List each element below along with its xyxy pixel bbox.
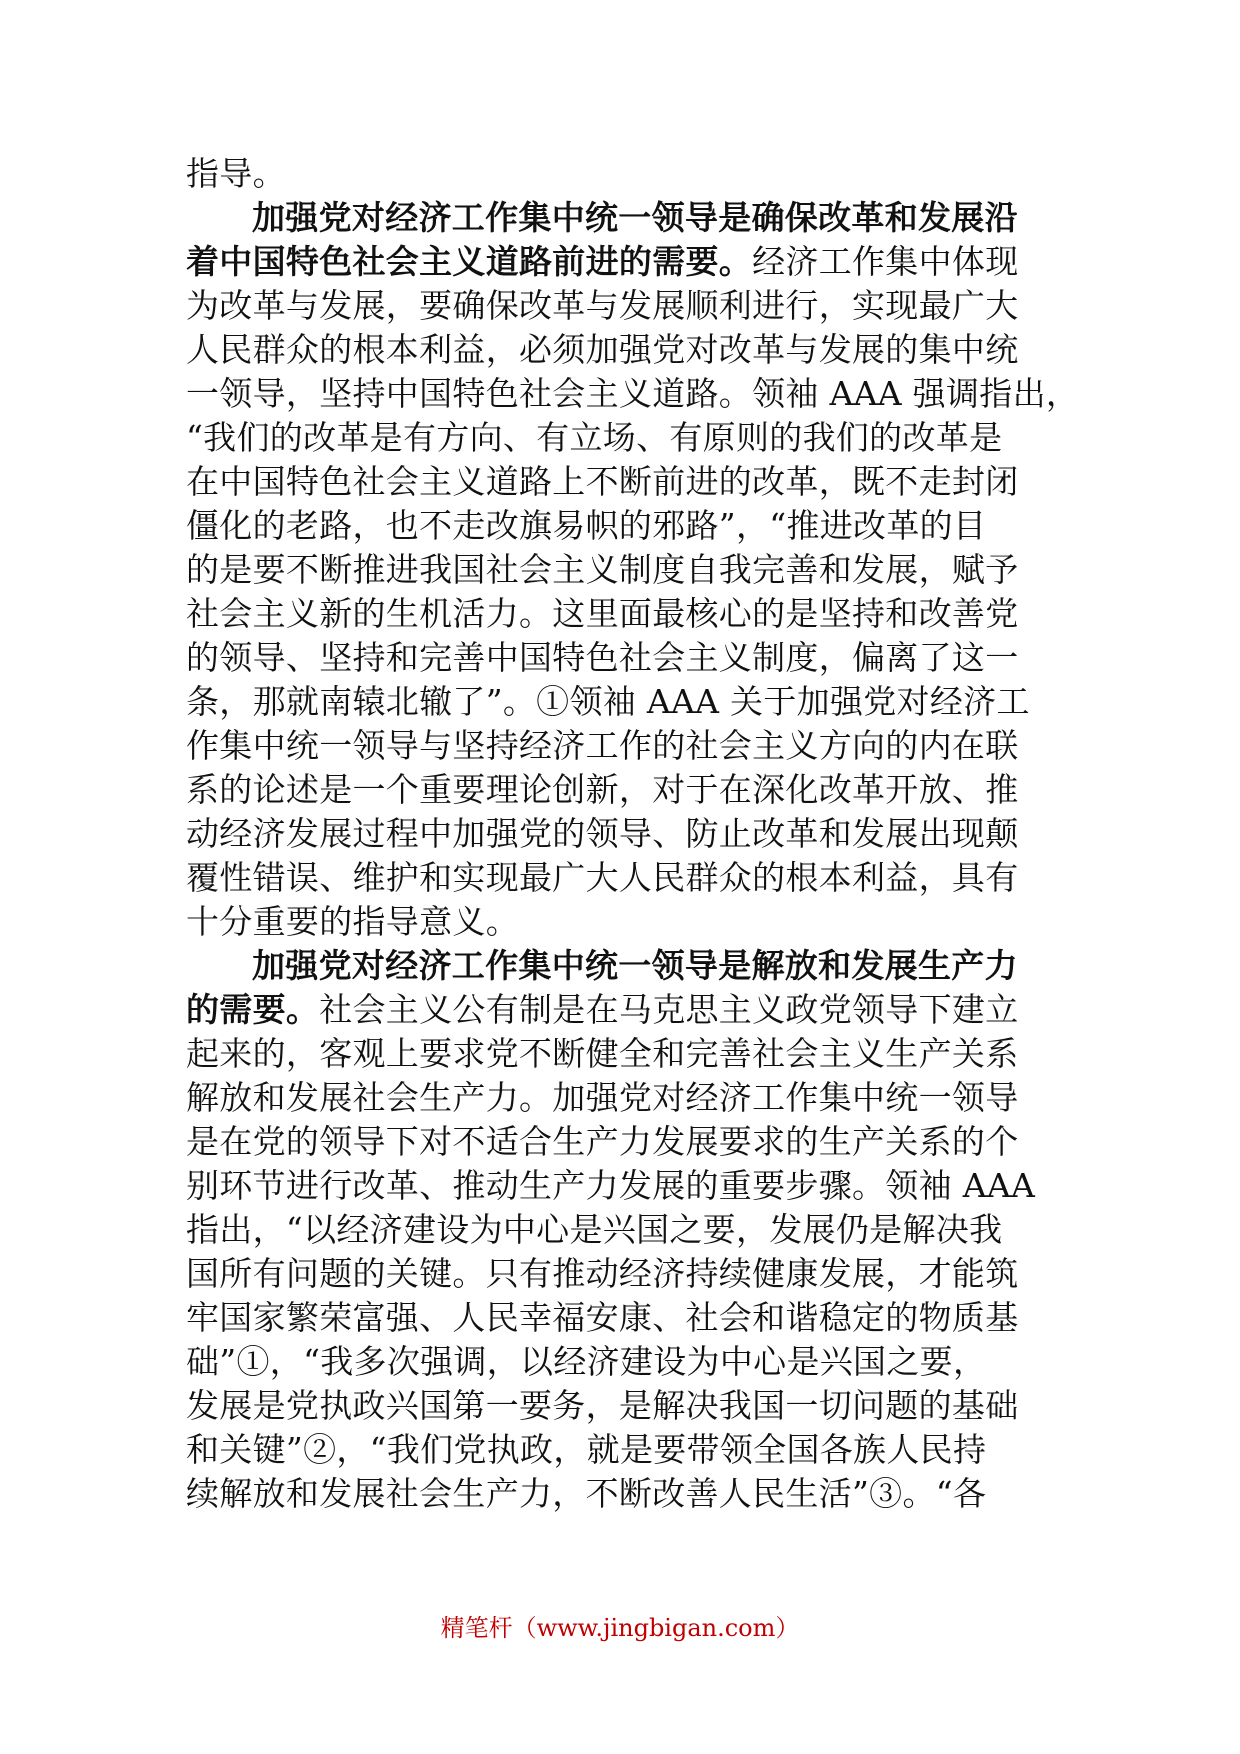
text-line [186,1384,1056,1428]
body-text: 础”①，“我多次强调，以经济建设为中心是兴国之要， [186,1342,987,1381]
text-line [186,724,1056,768]
paragraph-heading-text: 的需要。 [186,990,320,1029]
text-line [186,152,1056,196]
body-text: 牢国家繁荣富强、人民幸福安康、社会和谐稳定的物质基 [186,1298,1019,1337]
text-line [186,1120,1056,1164]
body-text: 的领导、坚持和完善中国特色社会主义制度，偏离了这一 [186,638,1019,677]
body-text: 的是要不断推进我国社会主义制度自我完善和发展，赋予 [186,550,1019,589]
text-line [186,548,1056,592]
text-line [186,592,1056,636]
body-text: 经济工作集中体现 [752,242,1019,281]
text-line [186,284,1056,328]
paragraph-heading-text: 着中国特色社会主义道路前进的需要。 [186,242,753,281]
text-line [186,504,1056,548]
body-text: 起来的，客观上要求党不断健全和完善社会主义生产关系 [186,1034,1019,1073]
text-line [186,416,1056,460]
text-line [186,1208,1056,1252]
text-line [186,900,1056,944]
text-line [186,328,1056,372]
text-line [186,636,1056,680]
paragraph-heading-text: 加强党对经济工作集中统一领导是解放和发展生产力 [252,946,1018,985]
body-text: 是在党的领导下对不适合生产力发展要求的生产关系的个 [186,1122,1019,1161]
body-text: 解放和发展社会生产力。加强党对经济工作集中统一领导 [186,1078,1019,1117]
body-text: 人民群众的根本利益，必须加强党对改革与发展的集中统 [186,330,1019,369]
text-line [186,1252,1056,1296]
text-line [186,372,1080,416]
body-text: 和关键”②，“我们党执政，就是要带领全国各族人民持 [186,1430,987,1469]
text-line [186,1296,1056,1340]
body-text: “我们的改革是有方向、有立场、有原则的我们的改革是 [186,418,1003,457]
text-line [252,196,1056,240]
body-text: 覆性错误、维护和实现最广大人民群众的根本利益，具有 [186,858,1019,897]
body-text: 指出，“以经济建设为中心是兴国之要，发展仍是解决我 [186,1210,1003,1249]
text-line [186,1472,1056,1516]
text-line [252,944,1056,988]
body-text: 在中国特色社会主义道路上不断前进的改革，既不走封闭 [186,462,1019,501]
paragraph-heading-text: 加强党对经济工作集中统一领导是确保改革和发展沿 [252,198,1018,237]
body-text: 指导。 [186,154,286,193]
body-text: 系的论述是一个重要理论创新，对于在深化改革开放、推 [186,770,1019,809]
text-line [186,988,1056,1032]
body-text: 发展是党执政兴国第一要务，是解决我国一切问题的基础 [186,1386,1019,1425]
text-line [186,856,1056,900]
text-line [186,1164,1056,1208]
text-line [186,460,1056,504]
body-text: 作集中统一领导与坚持经济工作的社会主义方向的内在联 [186,726,1019,765]
text-line [186,240,1056,284]
body-text: 续解放和发展社会生产力，不断改善人民生活”③。“各 [186,1474,987,1513]
body-text: 动经济发展过程中加强党的领导、防止改革和发展出现颠 [186,814,1019,853]
text-line [186,680,1056,724]
text-line [186,768,1056,812]
body-text: 条，那就南辕北辙了”。①领袖 AAA 关于加强党对经济工 [186,682,1030,721]
text-line [186,1076,1056,1120]
body-text: 十分重要的指导意义。 [186,902,519,941]
body-text: 国所有问题的关键。只有推动经济持续健康发展，才能筑 [186,1254,1019,1293]
text-line [186,1340,1056,1384]
body-text: 社会主义公有制是在马克思主义政党领导下建立 [319,990,1019,1029]
footer-source-text: 精笔杆（www.jingbigan.com） [440,1614,800,1642]
body-text: 一领导，坚持中国特色社会主义道路。领袖 AAA 强调指出， [186,374,1080,413]
text-line [186,1428,1056,1472]
text-line [186,812,1056,856]
body-text: 僵化的老路，也不走改旗易帜的邪路”，“推进改革的目 [186,506,987,545]
text-line [186,1032,1056,1076]
body-text: 社会主义新的生机活力。这里面最核心的是坚持和改善党 [186,594,1019,633]
body-text: 为改革与发展，要确保改革与发展顺利进行，实现最广大 [186,286,1019,325]
body-text: 别环节进行改革、推动生产力发展的重要步骤。领袖 AAA [186,1166,1036,1205]
